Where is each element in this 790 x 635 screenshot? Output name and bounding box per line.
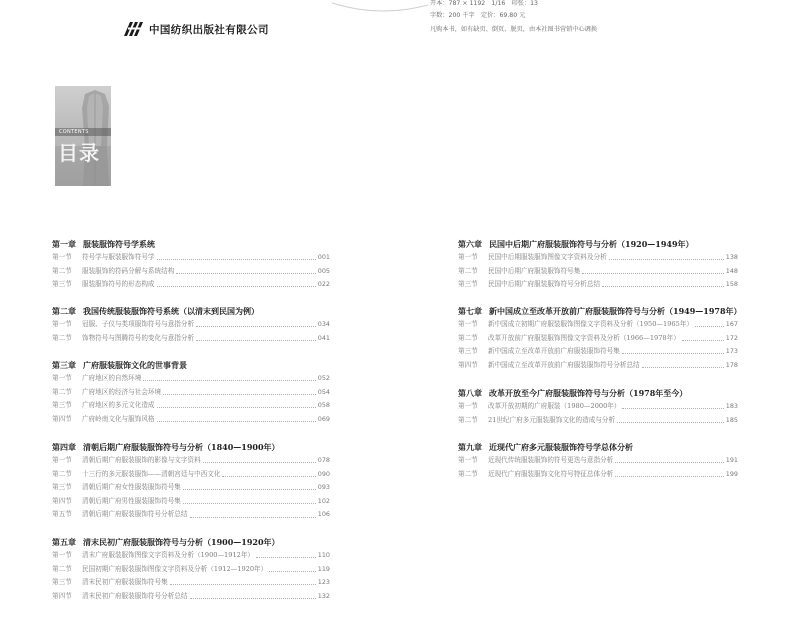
page-number: 058 [317, 401, 330, 410]
section-title: 广府地区的多元文化造成 [82, 401, 155, 410]
toc-chapter [458, 237, 738, 292]
page-number: 183 [725, 402, 738, 410]
dotted-leader [582, 273, 723, 274]
dotted-leader [157, 259, 316, 260]
section-title: 民国中后期服装服饰图像文字资料及分析 [488, 253, 607, 261]
section-title: 广府地区的自然环境 [82, 374, 142, 382]
toc-entry [52, 454, 330, 468]
section-label: 第二节 [52, 387, 72, 396]
toc-chapter [52, 440, 330, 522]
chapter-title: 新中国成立至改革开放前广府服装服饰符号与分析（1949—1978年） [489, 306, 742, 316]
dotted-leader [642, 367, 724, 368]
section-title: 新中国成立至改革开放前广府服装服饰符号分析总结 [488, 360, 640, 369]
page-number: 005 [317, 266, 330, 275]
page-number: 054 [317, 387, 330, 396]
toc-entry [52, 318, 330, 332]
section-label: 第一节 [458, 456, 478, 464]
toc-entry [458, 332, 738, 346]
chapter-heading [52, 535, 330, 549]
pub-info-wordcount-price: 字数：200 千字 定价：69.80 元 [430, 12, 526, 19]
page-number: 093 [317, 483, 330, 492]
page-number: 102 [317, 496, 330, 505]
toc-entry [52, 386, 330, 400]
section-label: 第三节 [458, 280, 478, 289]
section-title: 近现代传统服装服饰的符号更迭与意指分析 [488, 456, 614, 464]
section-title: 广府地区的经济与社会环境 [82, 387, 162, 396]
section-label: 第三节 [52, 280, 72, 289]
dotted-leader [615, 462, 724, 463]
dotted-leader [196, 340, 316, 341]
chapter-heading [458, 440, 738, 454]
toc-entry [52, 508, 330, 522]
page-number: 069 [317, 414, 330, 423]
section-label: 第三节 [458, 347, 478, 356]
section-label: 第一节 [52, 551, 72, 559]
section-title: 十三行的多元服装服饰——清朝宫廷与中西文化 [82, 469, 221, 478]
toc-entry [52, 563, 330, 577]
section-label: 第二节 [458, 415, 478, 424]
toc-entry [52, 332, 330, 346]
section-title: 新中国成立至改革开放前广府服装服饰符号集 [488, 347, 620, 356]
dotted-leader [157, 286, 316, 287]
page-number: 034 [317, 320, 330, 328]
page-number: 199 [725, 469, 738, 478]
toc-chapter [52, 304, 330, 345]
section-label: 第一节 [458, 402, 478, 410]
contents-label-en: CONTENTS [59, 129, 89, 135]
section-title: 民国中后期广府服装服饰符号集 [488, 266, 581, 275]
dotted-leader [602, 286, 724, 287]
toc-chapter [52, 237, 330, 292]
dotted-leader [143, 380, 315, 381]
page-number: 172 [725, 333, 738, 342]
section-label: 第一节 [458, 320, 478, 328]
toc-entry [458, 265, 738, 279]
section-title: 广府岭南文化与服饰风格 [82, 414, 155, 423]
section-title: 清朝后期广府服装服饰符号分析总结 [82, 510, 188, 519]
section-title: 饰物符号与图腾符号的变化与意指分析 [82, 333, 195, 342]
section-label: 第二节 [52, 333, 72, 342]
section-label: 第二节 [458, 266, 478, 275]
section-title: 冠服、子仪与类项服饰符号与意指分析 [82, 320, 195, 328]
pub-info-notice: 凡购本书，如有缺页、倒页、脱页，由本社图书营销中心调换 [430, 26, 598, 33]
section-label: 第一节 [52, 374, 72, 382]
dotted-leader [682, 340, 724, 341]
page-number: 041 [317, 333, 330, 342]
dotted-leader [269, 571, 316, 572]
dotted-leader [203, 462, 316, 463]
section-title: 近现代广府服装服饰文化符号特征总体分析 [488, 469, 614, 478]
section-title: 服装服饰符号的形态构成 [82, 280, 155, 289]
toc-entry [52, 372, 330, 386]
chapter-label: 第四章 [52, 442, 76, 452]
toc-entry [52, 481, 330, 495]
chapter-title: 近现代广府多元服装服饰符号学总体分析 [489, 442, 633, 452]
section-title: 新中国成立初期广府服装服饰图像文字资料及分析（1950—1965年） [488, 320, 693, 328]
section-label: 第四节 [52, 496, 72, 505]
page-number: 178 [725, 360, 738, 369]
page-number: 052 [317, 374, 330, 382]
toc-chapter [458, 440, 738, 481]
toc-entry [458, 345, 738, 359]
section-label: 第三节 [52, 578, 72, 587]
toc-chapter [458, 304, 742, 372]
section-label: 第一节 [52, 456, 72, 464]
section-label: 第四节 [52, 414, 72, 423]
page-number: 173 [725, 347, 738, 356]
section-title: 改革开放初期的广府服装（1980—2000年） [488, 402, 621, 410]
dotted-leader [183, 489, 316, 490]
chapter-heading [52, 304, 330, 318]
page-number: 123 [317, 578, 330, 587]
chapter-label: 第九章 [458, 442, 482, 452]
section-label: 第一节 [458, 253, 478, 261]
chapter-heading [52, 237, 330, 251]
page-number: 110 [317, 551, 330, 559]
section-label: 第五节 [52, 510, 72, 519]
section-label: 第四节 [52, 591, 72, 600]
dotted-leader [170, 584, 316, 585]
toc-entry [52, 265, 330, 279]
page-number: 158 [725, 280, 738, 289]
toc-chapter [458, 386, 738, 427]
chapter-title: 改革开放至今广府服装服饰符号与分析（1978年至今） [489, 388, 688, 398]
page-number: 090 [317, 469, 330, 478]
page-edge-curve [330, 0, 430, 16]
publisher-name: 中国纺织出版社有限公司 [149, 23, 269, 36]
page-number: 138 [725, 253, 738, 261]
page-number: 191 [725, 456, 738, 464]
chapter-heading [458, 237, 738, 251]
section-label: 第四节 [458, 360, 478, 369]
contents-label-zh: 目录 [58, 141, 100, 165]
pub-info-format: 开本：787 × 1192 1/16 印张：13 [430, 0, 538, 7]
section-label: 第三节 [52, 483, 72, 492]
dotted-leader [622, 408, 723, 409]
chapter-label: 第一章 [52, 239, 76, 249]
dotted-leader [609, 259, 724, 260]
section-title: 清末广府服装服饰图像文字资料及分析（1900—1912年） [82, 551, 255, 559]
toc-chapter [52, 535, 330, 603]
toc-chapter [52, 358, 330, 426]
dotted-leader [183, 503, 316, 504]
toc-entry [52, 576, 330, 590]
toc-entry [52, 468, 330, 482]
dotted-leader [617, 422, 724, 423]
section-label: 第二节 [458, 469, 478, 478]
section-title: 改革开放前广府服装服饰图像文字资料及分析（1966—1978年） [488, 333, 680, 342]
section-label: 第一节 [52, 320, 72, 328]
toc-right-column [458, 0, 742, 635]
toc-entry [458, 278, 738, 292]
chapter-label: 第六章 [458, 239, 482, 249]
chapter-title: 服装服饰符号学系统 [83, 239, 155, 249]
toc-entry [52, 590, 330, 604]
dotted-leader [222, 476, 315, 477]
chapter-title: 清末民初广府服装服饰符号与分析（1900—1920年） [83, 537, 280, 547]
section-label: 第一节 [52, 253, 72, 261]
toc-entry [458, 468, 738, 482]
dotted-leader [615, 476, 724, 477]
page-number: 167 [725, 320, 738, 328]
section-title: 符号学与服装服饰符号学 [82, 253, 155, 261]
chapter-title: 清朝后期广府服装服饰符号与分析（1840—1900年） [83, 442, 280, 452]
dotted-leader [196, 326, 316, 327]
page-number: 022 [317, 280, 330, 289]
page-number: 106 [317, 510, 330, 519]
toc-entry [52, 413, 330, 427]
toc-entry [52, 278, 330, 292]
section-label: 第二节 [52, 469, 72, 478]
toc-entry [52, 495, 330, 509]
section-title: 民国中后期广府服装服饰符号分析总结 [488, 280, 601, 289]
section-label: 第二节 [458, 333, 478, 342]
chapter-title: 广府服装服饰文化的世事背景 [83, 360, 187, 370]
section-title: 清朝后期广府服装服饰的影像与文字资料 [82, 456, 201, 464]
section-label: 第二节 [52, 564, 72, 573]
toc-entry [458, 251, 738, 265]
toc-entry [458, 454, 738, 468]
chapter-label: 第八章 [458, 388, 482, 398]
dotted-leader [157, 421, 316, 422]
dotted-leader [622, 353, 724, 354]
toc-entry [458, 359, 738, 373]
section-label: 第三节 [52, 401, 72, 410]
section-label: 第二节 [52, 266, 72, 275]
chapter-label: 第三章 [52, 360, 76, 370]
dotted-leader [157, 407, 316, 408]
toc-entry [458, 400, 738, 414]
chapter-heading [458, 304, 742, 318]
dotted-leader [695, 326, 724, 327]
toc-entry [52, 399, 330, 413]
chapter-label: 第七章 [458, 306, 482, 316]
page-number: 185 [725, 415, 738, 424]
dotted-leader [163, 394, 316, 395]
toc-entry [458, 318, 738, 332]
section-title: 清朝后期广府男性服装服饰符号集 [82, 496, 181, 505]
chapter-heading [52, 358, 330, 372]
section-title: 民国初期广府服装服饰图像文字资料及分析（1912—1920年） [82, 564, 268, 573]
page-number: 132 [317, 591, 330, 600]
chapter-title: 民国中后期广府服装服饰符号与分析（1920—1949年） [489, 239, 694, 249]
chapter-label: 第五章 [52, 537, 76, 547]
toc-entry [458, 414, 738, 428]
chapter-label: 第二章 [52, 306, 76, 316]
toc-entry [52, 549, 330, 563]
chapter-heading [458, 386, 738, 400]
chapter-heading [52, 440, 330, 454]
page-number: 001 [317, 253, 330, 261]
section-title: 清末民初广府服装服饰符号分析总结 [82, 591, 188, 600]
page-number: 078 [317, 456, 330, 464]
dotted-leader [190, 517, 316, 518]
section-title: 清末民初广府服装服饰符号集 [82, 578, 168, 587]
section-title: 清朝后期广府女性服装服饰符号集 [82, 483, 181, 492]
page-number: 119 [317, 564, 330, 573]
toc-entry [52, 251, 330, 265]
dotted-leader [190, 598, 316, 599]
dotted-leader [176, 273, 315, 274]
section-title: 21世纪广府多元服装服饰文化的造成与分析 [488, 415, 616, 424]
toc-left-column [52, 0, 330, 635]
dotted-leader [256, 557, 316, 558]
page-number: 148 [725, 266, 738, 275]
chapter-title: 我国传统服装服饰符号系统（以清末到民国为例） [83, 306, 259, 316]
section-title: 服装服饰的符码分解与系统结构 [82, 266, 175, 275]
